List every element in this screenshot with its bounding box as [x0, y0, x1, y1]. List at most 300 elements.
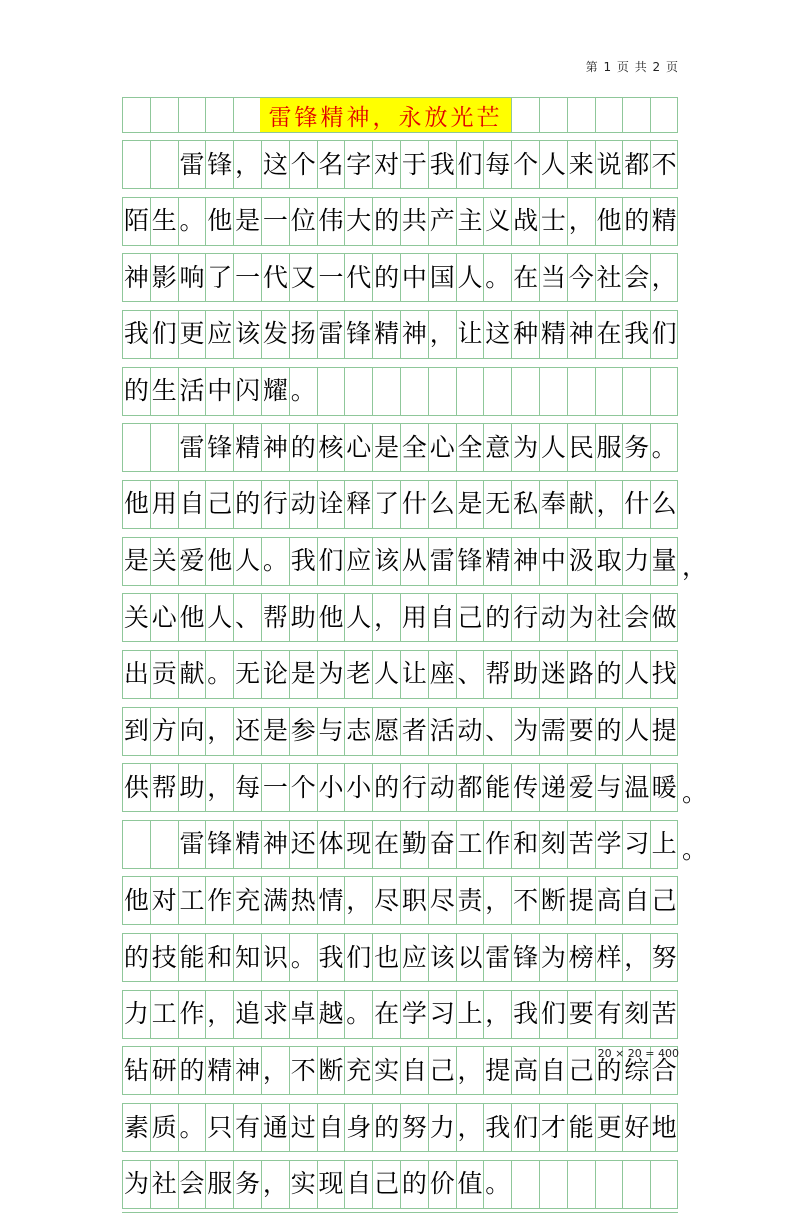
- grid-cell: 能: [567, 1103, 595, 1151]
- grid-cell: 锋: [511, 933, 539, 981]
- grid-cell: 。: [344, 990, 372, 1038]
- grid-cell: 神: [233, 1046, 261, 1094]
- grid-cell: 现: [344, 820, 372, 868]
- grid-cell: 每: [233, 763, 261, 811]
- grid-cell: 技: [150, 933, 178, 981]
- essay-title: 雷锋精神，永放光芒: [260, 98, 511, 132]
- grid-cell: 路: [567, 650, 595, 698]
- grid-cell: 锋: [344, 310, 372, 358]
- grid-cell: ，: [456, 1103, 484, 1151]
- grid-cell: 实: [289, 1160, 317, 1208]
- grid-cell: 的: [483, 593, 511, 641]
- grid-cell: 代: [344, 253, 372, 301]
- grid-cell: 量: [650, 537, 678, 585]
- grid-line: [122, 301, 678, 302]
- grid-cell: 卓: [289, 990, 317, 1038]
- grid-cell: [539, 367, 567, 415]
- grid-cell: 刻: [539, 820, 567, 868]
- grid-cell: [233, 98, 261, 132]
- text-row: [122, 197, 678, 245]
- grid-cell: 努: [650, 933, 678, 981]
- grid-cell: 一: [261, 763, 289, 811]
- grid-line: [122, 1046, 678, 1047]
- grid-line: [122, 471, 678, 472]
- grid-cell: 精: [233, 820, 261, 868]
- grid-cell: 我: [428, 140, 456, 188]
- grid-line: [122, 868, 678, 869]
- grid-cell: 精: [233, 423, 261, 471]
- grid-cell: 有: [595, 990, 623, 1038]
- grid-cell: 锋: [205, 423, 233, 471]
- grid-cell: 大: [344, 197, 372, 245]
- grid-cell: 对: [150, 876, 178, 924]
- text-row: [122, 1103, 678, 1151]
- grid-cell: 帮: [261, 593, 289, 641]
- grid-cell: [456, 367, 484, 415]
- grid-cell: 。: [205, 650, 233, 698]
- grid-cell: 自: [539, 1046, 567, 1094]
- grid-cell: 小: [317, 763, 345, 811]
- grid-cell: 作: [205, 876, 233, 924]
- grid-cell: 我: [317, 933, 345, 981]
- grid-cell: ，: [483, 990, 511, 1038]
- grid-cell: 自: [428, 593, 456, 641]
- grid-cell: [344, 367, 372, 415]
- grid-cell: 要: [567, 990, 595, 1038]
- grid-cell: 。: [289, 933, 317, 981]
- grid-cell: 为: [539, 933, 567, 981]
- grid-cell: 能: [483, 763, 511, 811]
- grid-cell: 锋: [205, 820, 233, 868]
- grid-cell: 民: [567, 423, 595, 471]
- grid-cell: 名: [317, 140, 345, 188]
- grid-cell: 奋: [428, 820, 456, 868]
- grid-cell: 到: [122, 707, 150, 755]
- grid-line: [122, 245, 678, 246]
- grid-cell: 个: [289, 763, 317, 811]
- grid-cell: 诠: [317, 480, 345, 528]
- grid-cell: 义: [483, 197, 511, 245]
- grid-cell: 伟: [317, 197, 345, 245]
- grid-cell: 识: [261, 933, 289, 981]
- grid-cell: 的: [122, 933, 150, 981]
- grid-cell: 不: [650, 140, 678, 188]
- grid-cell: 关: [150, 537, 178, 585]
- grid-cell: 神: [261, 820, 289, 868]
- grid-line: [122, 415, 678, 416]
- grid-cell: 在: [372, 820, 400, 868]
- grid-cell: 取: [595, 537, 623, 585]
- grid-cell: [205, 98, 233, 132]
- grid-cell: 志: [344, 707, 372, 755]
- grid-cell: 动: [428, 763, 456, 811]
- grid-cell: [122, 140, 150, 188]
- grid-line: [122, 310, 678, 311]
- grid-cell: 动: [456, 707, 484, 755]
- overflow-punctuation: 。: [682, 778, 708, 808]
- grid-cell: 当: [539, 253, 567, 301]
- grid-line: [122, 253, 678, 254]
- grid-cell: ，: [205, 763, 233, 811]
- grid-cell: 自: [400, 1046, 428, 1094]
- grid-cell: 们: [317, 537, 345, 585]
- grid-cell: 响: [178, 253, 206, 301]
- grid-cell: 了: [205, 253, 233, 301]
- grid-cell: 学: [595, 820, 623, 868]
- grid-cell: 知: [233, 933, 261, 981]
- grid-cell: 上: [456, 990, 484, 1038]
- grid-cell: 情: [317, 876, 345, 924]
- grid-cell: 自: [622, 876, 650, 924]
- grid-cell: 要: [567, 707, 595, 755]
- grid-cell: 的: [233, 480, 261, 528]
- grid-cell: 尽: [428, 876, 456, 924]
- grid-cell: 用: [150, 480, 178, 528]
- grid-cell: [650, 98, 678, 132]
- grid-cell: 锋: [456, 537, 484, 585]
- grid-cell: 的: [622, 197, 650, 245]
- grid-cell: 助: [511, 650, 539, 698]
- grid-cell: 他: [122, 480, 150, 528]
- grid-cell: 才: [539, 1103, 567, 1151]
- grid-cell: [567, 1160, 595, 1208]
- text-row: [122, 367, 678, 415]
- grid-cell: 字: [344, 140, 372, 188]
- grid-cell: ，: [261, 1046, 289, 1094]
- grid-cell: [511, 98, 539, 132]
- grid-cell: [122, 423, 150, 471]
- grid-cell: 每: [483, 140, 511, 188]
- grid-cell: 过: [289, 1103, 317, 1151]
- grid-cell: 生: [150, 197, 178, 245]
- grid-cell: 人: [233, 537, 261, 585]
- grid-cell: 人: [622, 650, 650, 698]
- grid-cell: 作: [178, 990, 206, 1038]
- grid-cell: [150, 820, 178, 868]
- grid-line: [122, 197, 678, 198]
- grid-cell: 人: [344, 593, 372, 641]
- grid-cell: 身: [344, 1103, 372, 1151]
- grid-cell: 小: [344, 763, 372, 811]
- grid-cell: 他: [205, 537, 233, 585]
- grid-cell: 己: [428, 1046, 456, 1094]
- grid-cell: 应: [205, 310, 233, 358]
- grid-cell: 追: [233, 990, 261, 1038]
- grid-cell: 爱: [178, 537, 206, 585]
- grid-line: [122, 755, 678, 756]
- grid-cell: 动: [539, 593, 567, 641]
- grid-line: [122, 1038, 678, 1039]
- grid-cell: 力: [122, 990, 150, 1038]
- grid-cell: 提: [567, 876, 595, 924]
- grid-cell: 帮: [483, 650, 511, 698]
- grid-cell: 主: [456, 197, 484, 245]
- grid-cell: 锋: [205, 140, 233, 188]
- grid-cell: 为: [511, 423, 539, 471]
- grid-line: [122, 876, 678, 877]
- grid-cell: 是: [261, 707, 289, 755]
- grid-cell: ，: [372, 593, 400, 641]
- grid-cell: 爱: [567, 763, 595, 811]
- grid-cell: 是: [122, 537, 150, 585]
- grid-cell: 社: [595, 253, 623, 301]
- text-row: [122, 876, 678, 924]
- grid-cell: 么: [428, 480, 456, 528]
- grid-cell: 雷: [483, 933, 511, 981]
- grid-cell: 求: [261, 990, 289, 1038]
- grid-line: [122, 423, 678, 424]
- grid-cell: 为: [317, 650, 345, 698]
- grid-cell: 价: [428, 1160, 456, 1208]
- grid-cell: 服: [595, 423, 623, 471]
- grid-cell: 务: [233, 1160, 261, 1208]
- grid-cell: 值: [456, 1160, 484, 1208]
- grid-cell: 陌: [122, 197, 150, 245]
- grid-cell: 他: [595, 197, 623, 245]
- grid-cell: 行: [400, 763, 428, 811]
- grid-cell: 位: [289, 197, 317, 245]
- grid-cell: [150, 423, 178, 471]
- grid-cell: 们: [511, 1103, 539, 1151]
- grid-line: [122, 990, 678, 991]
- grid-cell: 社: [150, 1160, 178, 1208]
- grid-cell: 递: [539, 763, 567, 811]
- grid-cell: 不: [289, 1046, 317, 1094]
- text-row: [122, 763, 678, 811]
- grid-cell: 该: [233, 310, 261, 358]
- grid-cell: 是: [456, 480, 484, 528]
- grid-cell: [122, 98, 150, 132]
- page-indicator: 第 1 页 共 2 页: [585, 60, 679, 74]
- grid-cell: 贡: [150, 650, 178, 698]
- grid-cell: 该: [428, 933, 456, 981]
- grid-cell: 地: [650, 1103, 678, 1151]
- grid-cell: 从: [400, 537, 428, 585]
- grid-cell: 意: [483, 423, 511, 471]
- grid-line: [122, 1160, 678, 1161]
- grid-line: [122, 188, 678, 189]
- grid-cell: [595, 98, 623, 132]
- grid-cell: 社: [595, 593, 623, 641]
- grid-line: [122, 1208, 678, 1209]
- grid-cell: 耀: [261, 367, 289, 415]
- grid-cell: 体: [317, 820, 345, 868]
- grid-cell: 他: [317, 593, 345, 641]
- grid-cell: 中: [539, 537, 567, 585]
- grid-cell: 关: [122, 593, 150, 641]
- grid-cell: 向: [178, 707, 206, 755]
- grid-cell: 心: [428, 423, 456, 471]
- grid-cell: 好: [622, 1103, 650, 1151]
- grid-cell: [567, 98, 595, 132]
- grid-cell: 。: [650, 423, 678, 471]
- grid-line: [122, 537, 678, 538]
- grid-cell: 献: [178, 650, 206, 698]
- grid-cell: 榜: [567, 933, 595, 981]
- grid-cell: 学: [400, 990, 428, 1038]
- grid-cell: 越: [317, 990, 345, 1038]
- grid-cell: 核: [317, 423, 345, 471]
- grid-cell: 献: [567, 480, 595, 528]
- grid-cell: 中: [400, 253, 428, 301]
- grid-cell: 用: [400, 593, 428, 641]
- grid-cell: [483, 367, 511, 415]
- grid-line: [122, 1094, 678, 1095]
- grid-cell: 我: [622, 310, 650, 358]
- grid-cell: 什: [622, 480, 650, 528]
- grid-cell: 这: [261, 140, 289, 188]
- grid-cell: 了: [372, 480, 400, 528]
- grid-cell: 、: [233, 593, 261, 641]
- grid-cell: 个: [511, 140, 539, 188]
- grid-cell: 我: [289, 537, 317, 585]
- grid-cell: 断: [539, 876, 567, 924]
- grid-cell: 一: [317, 253, 345, 301]
- grid-cell: [567, 367, 595, 415]
- grid-cell: 通: [261, 1103, 289, 1151]
- grid-cell: [650, 367, 678, 415]
- grid-cell: 以: [456, 933, 484, 981]
- grid-cell: 与: [317, 707, 345, 755]
- grid-cell: 神: [122, 253, 150, 301]
- grid-cell: 国: [428, 253, 456, 301]
- grid-cell: 神: [511, 537, 539, 585]
- grid-line: [122, 358, 678, 359]
- grid-cell: 的: [595, 650, 623, 698]
- grid-cell: 自: [178, 480, 206, 528]
- grid-cell: 的: [122, 367, 150, 415]
- grid-line: [122, 367, 678, 368]
- grid-cell: 神: [567, 310, 595, 358]
- grid-cell: [150, 140, 178, 188]
- grid-cell: 综: [622, 1046, 650, 1094]
- grid-cell: 高: [511, 1046, 539, 1094]
- grid-line: [122, 981, 678, 982]
- grid-cell: 刻: [622, 990, 650, 1038]
- grid-cell: 又: [289, 253, 317, 301]
- grid-cell: ，: [344, 876, 372, 924]
- grid-cell: [511, 367, 539, 415]
- grid-cell: 代: [261, 253, 289, 301]
- grid-line: [122, 650, 678, 651]
- grid-cell: 能: [178, 933, 206, 981]
- grid-line: [122, 811, 678, 812]
- grid-line: [122, 140, 678, 141]
- grid-cell: 我: [483, 1103, 511, 1151]
- grid-cell: 助: [178, 763, 206, 811]
- grid-cell: 素: [122, 1103, 150, 1151]
- text-row: [122, 593, 678, 641]
- text-row: [122, 140, 678, 188]
- grid-cell: 参: [289, 707, 317, 755]
- grid-cell: 说: [595, 140, 623, 188]
- grid-cell: 尽: [372, 876, 400, 924]
- grid-cell: [650, 1160, 678, 1208]
- grid-cell: [539, 98, 567, 132]
- grid-cell: ，: [428, 310, 456, 358]
- grid-cell: [622, 98, 650, 132]
- grid-cell: 力: [428, 1103, 456, 1151]
- grid-cell: 与: [595, 763, 623, 811]
- grid-cell: [622, 1160, 650, 1208]
- grid-cell: [400, 367, 428, 415]
- grid-cell: 责: [456, 876, 484, 924]
- grid-cell: 对: [372, 140, 400, 188]
- grid-cell: 努: [400, 1103, 428, 1151]
- grid-cell: 职: [400, 876, 428, 924]
- grid-cell: 提: [483, 1046, 511, 1094]
- grid-line: [122, 132, 678, 133]
- grid-cell: 习: [428, 990, 456, 1038]
- grid-cell: 们: [344, 933, 372, 981]
- grid-cell: [150, 98, 178, 132]
- grid-cell: 。: [289, 367, 317, 415]
- grid-cell: 己: [205, 480, 233, 528]
- grid-cell: 需: [539, 707, 567, 755]
- grid-cell: 找: [650, 650, 678, 698]
- text-row: [122, 537, 678, 585]
- grid-cell: 他: [205, 197, 233, 245]
- grid-cell: 他: [122, 876, 150, 924]
- grid-cell: 应: [400, 933, 428, 981]
- grid-cell: 者: [400, 707, 428, 755]
- grid-cell: 和: [511, 820, 539, 868]
- grid-cell: ，: [595, 480, 623, 528]
- grid-cell: 让: [400, 650, 428, 698]
- grid-cell: [595, 367, 623, 415]
- grid-cell: 精: [205, 1046, 233, 1094]
- text-row: [122, 990, 678, 1038]
- grid-cell: 雷: [428, 537, 456, 585]
- grid-cell: 。: [483, 253, 511, 301]
- grid-cell: [622, 367, 650, 415]
- grid-cell: [511, 1160, 539, 1208]
- grid-cell: 们: [456, 140, 484, 188]
- grid-cell: 的: [595, 707, 623, 755]
- grid-cell: 在: [595, 310, 623, 358]
- grid-cell: 更: [178, 310, 206, 358]
- grid-cell: ，: [205, 990, 233, 1038]
- grid-cell: 研: [150, 1046, 178, 1094]
- grid-cell: 助: [289, 593, 317, 641]
- grid-line: [122, 707, 678, 708]
- grid-cell: 雷: [178, 820, 206, 868]
- grid-cell: 行: [511, 593, 539, 641]
- grid-line: [122, 933, 678, 934]
- grid-cell: 心: [150, 593, 178, 641]
- grid-line: [122, 820, 678, 821]
- grid-cell: ，: [567, 197, 595, 245]
- grid-cell: 现: [317, 1160, 345, 1208]
- text-row: [122, 480, 678, 528]
- grid-cell: [122, 820, 150, 868]
- grid-cell: 释: [344, 480, 372, 528]
- grid-cell: 。: [178, 1103, 206, 1151]
- grid-cell: 老: [344, 650, 372, 698]
- grid-cell: 人: [622, 707, 650, 755]
- grid-cell: 们: [650, 310, 678, 358]
- text-row: [122, 650, 678, 698]
- grid-cell: ，: [233, 140, 261, 188]
- grid-cell: 不: [511, 876, 539, 924]
- grid-line: [122, 585, 678, 586]
- grid-cell: [372, 367, 400, 415]
- grid-cell: 作: [483, 820, 511, 868]
- grid-cell: 是: [233, 197, 261, 245]
- grid-cell: 来: [567, 140, 595, 188]
- grid-cell: 上: [650, 820, 678, 868]
- grid-cell: 传: [511, 763, 539, 811]
